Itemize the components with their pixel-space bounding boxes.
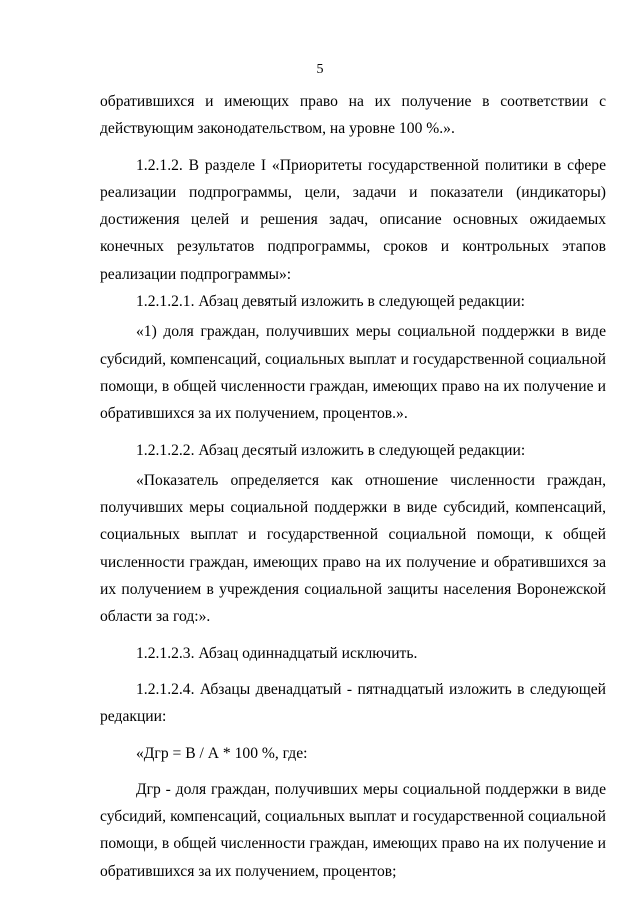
page-number: 5: [316, 62, 324, 77]
paragraph-1-2-1-2-1: 1.2.1.2.1. Абзац девятый изложить в следующей редакции:: [136, 293, 526, 311]
formula-line: «Дгр = В / А * 100 %, где:: [136, 744, 308, 762]
document-body: [100, 88, 606, 885]
formula-definition: Дгр - доля граждан, получивших меры социальной поддержки в виде субсидий, компенсаций, социальных выплат и государственной социальной помощи, в общей численности граждан, имеющих право на их получение и обратившихся за их получением, процентов;: [100, 780, 606, 880]
paragraph-continuation: обратившихся и имеющих право на их получение в соответствии с действующим законодательством, на уровне 100 %.».: [100, 93, 606, 138]
paragraph-1-2-1-2-4: 1.2.1.2.4. Абзацы двенадцатый - пятнадцатый изложить в следующей редакции:: [100, 680, 606, 726]
paragraph-quote-2: «Показатель определяется как отношение численности граждан, получивших меры социальной поддержки в виде субсидий, компенсаций, социальных выплат и государственной социальной помощи, к общей численности граждан, имеющих право на их получение и обратившихся за их получением в учреждения социальной защиты населения Воронежской области за год:».: [100, 471, 606, 626]
paragraph-quote-1: «1) доля граждан, получивших меры социальной поддержки в виде субсидий, компенсаций, социальных выплат и государственной социальной помощи, в общей численности граждан, имеющих право на их получение и обратившихся за их получением, процентов.».: [100, 323, 606, 423]
paragraph-1-2-1-2-2: 1.2.1.2.2. Абзац десятый изложить в следующей редакции:: [136, 441, 526, 459]
paragraph-1-2-1-2-3: 1.2.1.2.3. Абзац одиннадцатый исключить.: [136, 644, 418, 662]
paragraph-1-2-1-2: 1.2.1.2. В разделе I «Приоритеты государственной политики в сфере реализации подпрограммы, цели, задачи и показатели (индикаторы) достижения целей и решения задач, описание основных ожидаемых конечных результатов подпрограммы, сроков и контрольных этапов реализации подпрограммы»:: [100, 156, 606, 283]
